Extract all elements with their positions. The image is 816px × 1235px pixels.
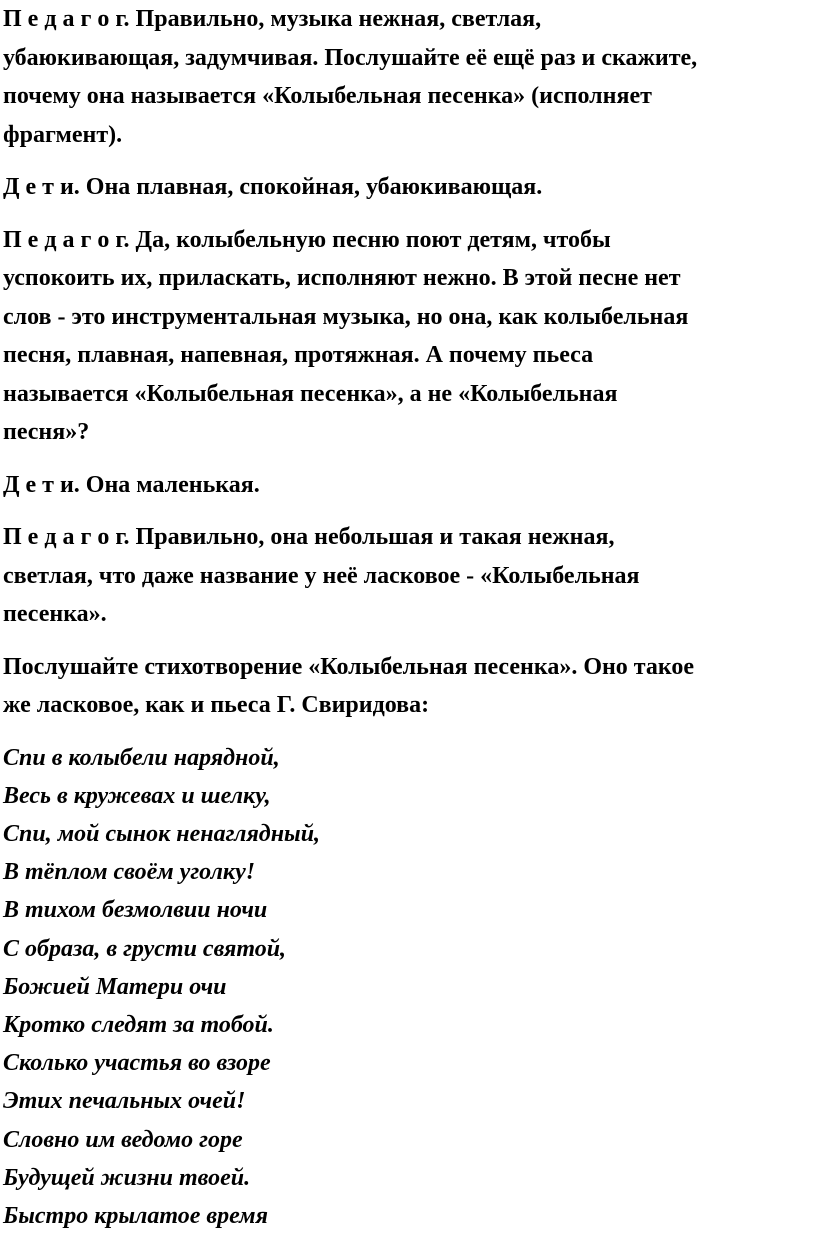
text-line: успокоить их, приласкать, исполняют нежно. В этой песне нет: [3, 259, 809, 298]
poem-line: Спи, мой сынок ненаглядный,: [3, 815, 809, 853]
poem-line: Словно им ведомо горе: [3, 1121, 809, 1159]
paragraph-teacher-1: [3, 0, 809, 154]
paragraph-gap: [3, 207, 809, 221]
text-line: песня, плавная, напевная, протяжная. А почему пьеса: [3, 336, 809, 375]
poem-line: Будущей жизни твоей.: [3, 1159, 809, 1197]
text-line: песенка».: [3, 595, 809, 634]
paragraph-gap: [3, 634, 809, 648]
poem-line: С образа, в грусти святой,: [3, 930, 809, 968]
paragraph-gap: [3, 452, 809, 466]
poem-line: Сколько участья во взоре: [3, 1044, 809, 1082]
poem-line: Быстро крылатое время: [3, 1197, 809, 1235]
text-line: почему она называется «Колыбельная песенка» (исполняет: [3, 77, 809, 116]
paragraph-children-1: [3, 168, 809, 207]
poem-line: Спи в колыбели нарядной,: [3, 739, 809, 777]
text-line: же ласковое, как и пьеса Г. Свиридова:: [3, 686, 809, 725]
text-line: П е д а г о г. Правильно, музыка нежная, светлая,: [3, 0, 809, 39]
paragraph-gap: [3, 154, 809, 168]
text-line: Послушайте стихотворение «Колыбельная песенка». Оно такое: [3, 648, 809, 687]
lullaby-poem: [3, 739, 809, 1235]
poem-line: Весь в кружевах и шелку,: [3, 777, 809, 815]
document-page: [3, 0, 809, 1235]
paragraph-gap: [3, 504, 809, 518]
paragraph-children-2: [3, 466, 809, 505]
paragraph-teacher-2: [3, 221, 809, 452]
paragraph-poem-intro: [3, 648, 809, 725]
text-line: называется «Колыбельная песенка», а не «Колыбельная: [3, 375, 809, 414]
text-line: песня»?: [3, 413, 809, 452]
poem-line: Кротко следят за тобой.: [3, 1006, 809, 1044]
text-line: убаюкивающая, задумчивая. Послушайте её ещё раз и скажите,: [3, 39, 809, 78]
text-line: П е д а г о г. Да, колыбельную песню поют детям, чтобы: [3, 221, 809, 260]
poem-line: Этих печальных очей!: [3, 1082, 809, 1120]
text-line: Д е т и. Она маленькая.: [3, 466, 809, 505]
text-line: П е д а г о г. Правильно, она небольшая и такая нежная,: [3, 518, 809, 557]
paragraph-gap: [3, 725, 809, 739]
text-line: светлая, что даже название у неё ласковое - «Колыбельная: [3, 557, 809, 596]
text-line: фрагмент).: [3, 116, 809, 155]
poem-line: Божией Матери очи: [3, 968, 809, 1006]
paragraph-teacher-3: [3, 518, 809, 634]
poem-line: В тихом безмолвии ночи: [3, 891, 809, 929]
text-line: слов - это инструментальная музыка, но она, как колыбельная: [3, 298, 809, 337]
poem-line: В тёплом своём уголку!: [3, 853, 809, 891]
text-line: Д е т и. Она плавная, спокойная, убаюкивающая.: [3, 168, 809, 207]
